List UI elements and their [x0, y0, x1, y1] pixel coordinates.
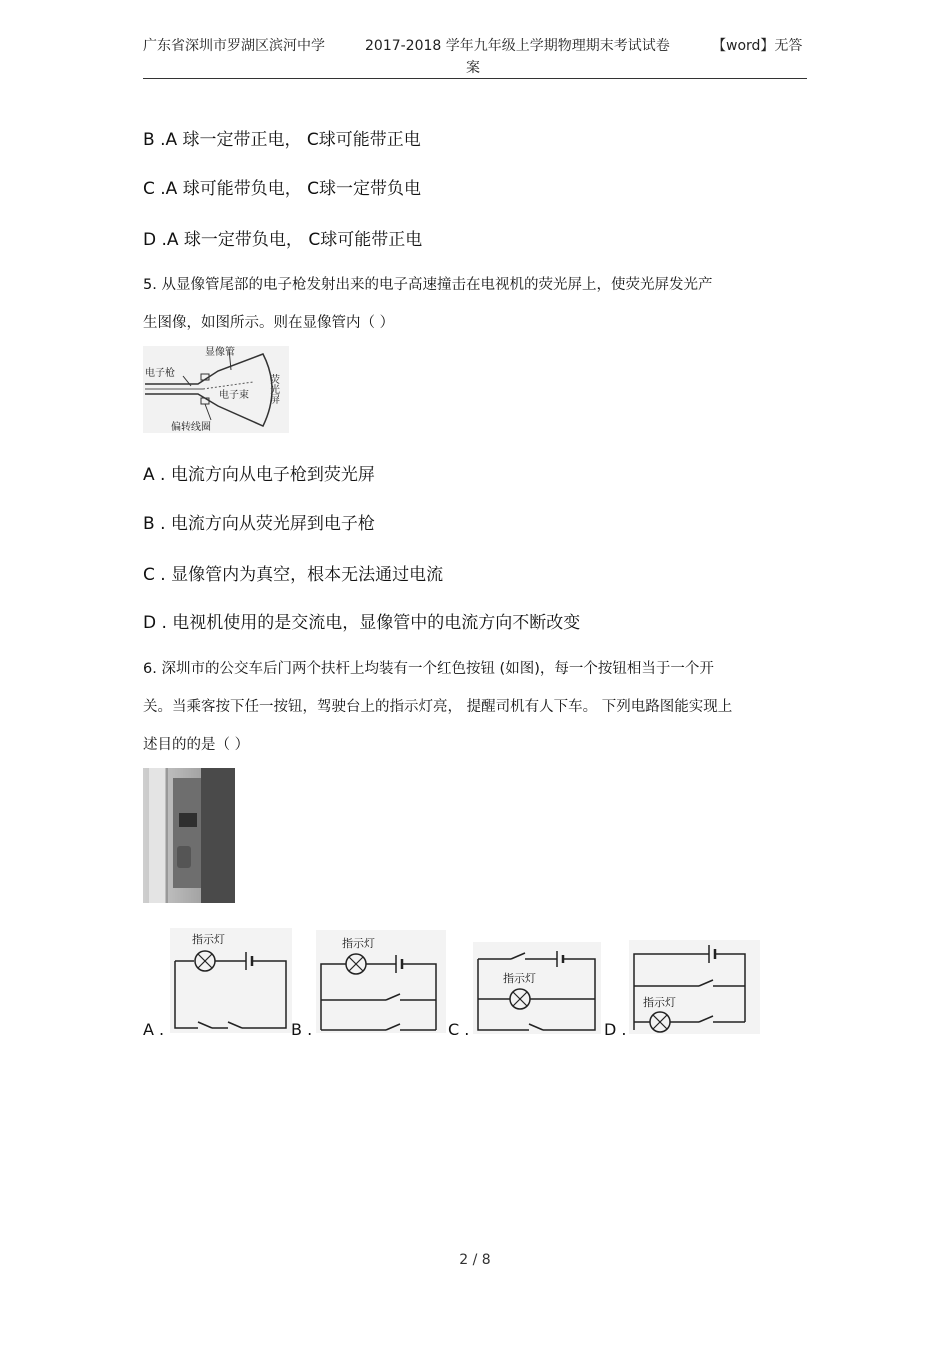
circuit-d-lamp-label: 指示灯: [643, 996, 676, 1009]
label-coil: 偏转线圈: [171, 422, 211, 433]
q6-option-b-label: B .: [291, 1020, 313, 1039]
q6-option-c-label: C .: [448, 1020, 470, 1039]
header-suffix: 【word】无答: [712, 38, 803, 54]
q6-option-a-label: A .: [143, 1020, 165, 1039]
label-beam: 电子束: [219, 390, 249, 401]
header-suffix-cont: 案: [466, 60, 480, 76]
q5-stem-line2: 生图像，如图所示。则在显像管内（ ）: [143, 315, 395, 331]
q5-option-a: A . 电流方向从电子枪到荧光屏: [143, 465, 375, 485]
label-gun: 电子枪: [145, 368, 175, 379]
circuit-c-lamp-label: 指示灯: [503, 972, 536, 985]
header-school: 广东省深圳市罗湖区滨河中学: [143, 38, 325, 54]
q6-stem-line2: 关。当乘客按下任一按钮，驾驶台上的指示灯亮， 提醒司机有人下车。 下列电路图能实现上: [143, 699, 733, 715]
q4-option-c: C .A 球可能带负电， C球一定带负电: [143, 179, 421, 199]
circuit-b-lamp-label: 指示灯: [342, 937, 375, 950]
q5-option-d: D . 电视机使用的是交流电，显像管中的电流方向不断改变: [143, 613, 581, 633]
circuit-d: [629, 940, 760, 1034]
circuit-a: [170, 928, 292, 1033]
q5-option-c: C . 显像管内为真空，根本无法通过电流: [143, 565, 444, 585]
label-tube: 显像管: [205, 347, 235, 358]
crt-tube-figure: [143, 346, 289, 433]
circuit-b: [316, 930, 446, 1033]
bus-button-photo: [143, 768, 235, 903]
label-screen: 荧光屏: [267, 374, 279, 404]
q6-option-d-label: D .: [604, 1020, 627, 1039]
q6-stem-line3: 述目的的是（ ）: [143, 737, 250, 753]
q4-option-d: D .A 球一定带负电， C球可能带正电: [143, 230, 423, 250]
q4-option-b: B .A 球一定带正电， C球可能带正电: [143, 130, 421, 150]
q5-option-b: B . 电流方向从荧光屏到电子枪: [143, 514, 375, 534]
page-number: 2 / 8: [459, 1252, 491, 1268]
header-divider: [143, 78, 807, 79]
q6-stem-line1: 6. 深圳市的公交车后门两个扶杆上均装有一个红色按钮 (如图)，每一个按钮相当于一个开: [143, 661, 714, 677]
circuit-c: [473, 942, 601, 1034]
q5-stem-line1: 5. 从显像管尾部的电子枪发射出来的电子高速撞击在电视机的荧光屏上，使荧光屏发光产: [143, 277, 713, 293]
circuit-a-lamp-label: 指示灯: [192, 933, 225, 946]
header-exam-title: 2017-2018 学年九年级上学期物理期末考试试卷: [365, 38, 670, 54]
